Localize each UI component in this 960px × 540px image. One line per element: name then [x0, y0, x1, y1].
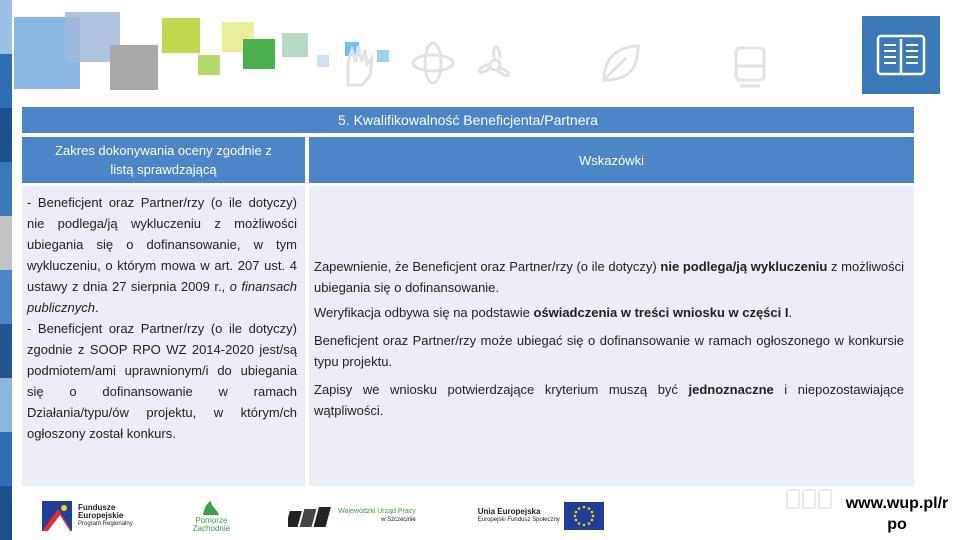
pz-logo-icon — [201, 499, 221, 517]
scope-paragraph-1: - Beneficjent oraz Partner/rzy (o ile dotyczy) nie podlega/ją wykluczeniu z możliwości ubiegania się o dofinansowanie, w tym wykluczeniu, o którym mowa w art. 207 ust. 4 ustawy z dnia 27 sierpnia 2009 r., o finansach publicznych. — [27, 195, 297, 315]
logo3-line1: Wojewódzki Urząd Pracy — [338, 508, 416, 515]
hint-4: Zapisy we wniosku potwierdzające kryterium muszą być jednoznaczne i niepozostawiające wątpliwości. — [314, 382, 904, 418]
fan-icon — [470, 40, 520, 90]
atom-icon — [410, 40, 456, 86]
train-icon — [730, 40, 770, 90]
section-title: 5. Kwalifikowalność Beneficjenta/Partnera — [22, 107, 914, 133]
logo1-line1: Fundusze — [78, 503, 116, 512]
footer-logos — [40, 494, 604, 538]
logo4-line2: Europejski Fundusz Społeczny — [477, 517, 560, 523]
logo1-line2: Europejskie — [78, 511, 124, 520]
decorative-side-strip — [0, 0, 12, 540]
logo-fundusze-europejskie — [40, 499, 133, 533]
logo-unia-europejska — [478, 502, 604, 530]
website-url[interactable]: www.wup.pl/r po — [834, 493, 960, 540]
logo-pomorze-zachodnie — [193, 499, 230, 533]
fe-logo-icon — [40, 499, 74, 533]
hint-1: Zapewnienie, że Beneficjent oraz Partner/rzy (o ile dotyczy) nie podlega/ją wykluczeniu z możliwości ubiegania się o dofinansowanie. — [314, 259, 904, 295]
hint-2: Weryfikacja odbywa się na podstawie oświadczenia w treści wniosku w części I. — [314, 305, 793, 320]
column-header-hints: Wskazówki — [309, 137, 914, 183]
scope-text — [27, 192, 297, 444]
logo2-line1: Pomorze — [195, 516, 228, 525]
eu-flag-icon — [564, 502, 604, 530]
logo4-line1: Unia Europejska — [477, 507, 541, 516]
column-header-scope: Zakres dokonywania oceny zgodnie z listą sprawdzającą — [22, 137, 305, 183]
logo2-line2: Zachodnie — [192, 524, 231, 533]
logo1-line3: Program Regionalny — [78, 521, 133, 527]
logo-wup-szczecin — [288, 503, 416, 529]
book-icon — [862, 16, 940, 94]
leaf-icon — [598, 40, 644, 86]
hint-3: Beneficjent oraz Partner/rzy może ubiegać się o dofinansowanie w ramach ogłoszonego w konkursie typu projektu. — [314, 333, 904, 369]
scope-paragraph-2: - Beneficjent oraz Partner/rzy (o ile dotyczy) zgodnie z SOOP RPO WZ 2014-2020 jest/są podmiotem/ami uprawnionym/i do ubiegania się o dofinansowanie w ramach Działania/typu/ów projektu, w którym/ch ogłoszony został konkurs. — [27, 321, 297, 441]
logo3-line2: w Szczecinie — [381, 517, 416, 523]
grid-decoration — [785, 488, 835, 510]
hand-icon — [338, 40, 378, 90]
wup-logo-icon — [288, 503, 334, 529]
